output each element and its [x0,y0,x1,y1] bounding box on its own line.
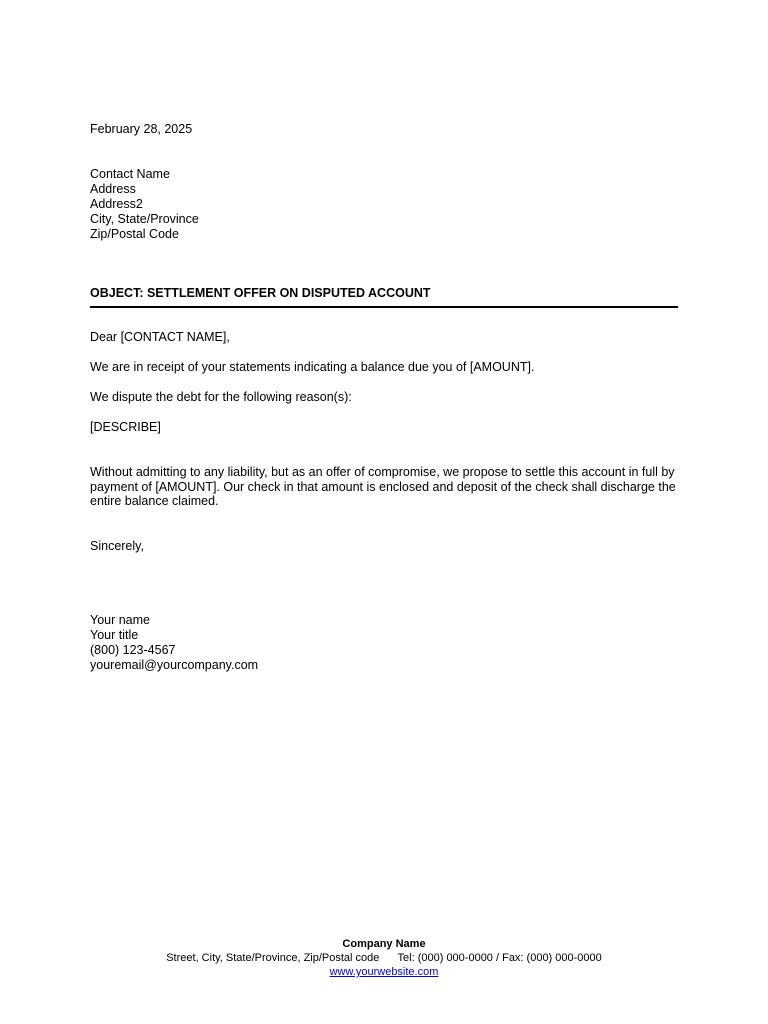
salutation: Dear [CONTACT NAME], [90,330,230,344]
body-paragraph: We dispute the debt for the following reason(s): [90,390,352,404]
recipient-contact-name: Contact Name [90,167,170,181]
signature-title: Your title [90,628,139,642]
footer-address: Street, City, State/Province, Zip/Postal code [166,952,380,964]
footer-company-name: Company Name [342,938,426,950]
footer-address-line [0,951,768,965]
signature-name: Your name [90,613,150,627]
signature-email: youremail@yourcompany.com [90,658,259,672]
body-paragraph: [DESCRIBE] [90,420,161,434]
footer-website-row [0,965,768,979]
recipient-zip: Zip/Postal Code [90,227,179,241]
recipient-address2: Address2 [90,197,143,211]
recipient-address-block [90,167,199,242]
body-paragraph: Without admitting to any liability, but as an offer of compromise, we propose to settle this account in full by payment of [AMOUNT]. Our check in that amount is enclosed and deposit of the check shall discharge the entire balance claimed. [90,465,676,509]
closing: Sincerely, [90,539,144,553]
recipient-city-state: City, State/Province [90,212,199,226]
subject-divider [90,306,678,308]
footer-contact: Tel: (000) 000-0000 / Fax: (000) 000-0000 [397,952,602,964]
signature-block [90,613,258,673]
body-paragraph: We are in receipt of your statements indicating a balance due you of [AMOUNT]. [90,360,535,374]
signature-phone: (800) 123-4567 [90,643,176,657]
letter-footer [0,937,768,979]
footer-spacer [379,952,397,964]
letter-date: February 28, 2025 [90,122,193,136]
footer-website-link[interactable]: www.yourwebsite.com [329,966,439,978]
recipient-address: Address [90,182,136,196]
subject-line: OBJECT: SETTLEMENT OFFER ON DISPUTED ACCOUNT [90,286,431,300]
